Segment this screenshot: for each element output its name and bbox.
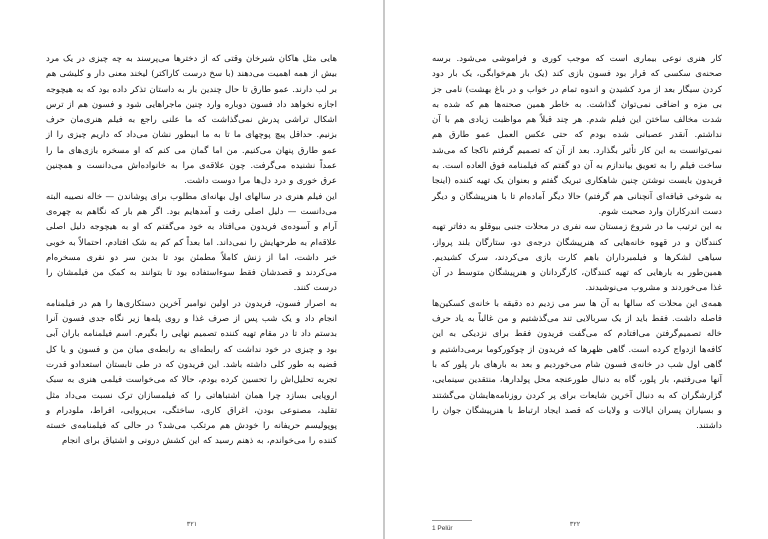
paragraph: به اصرار فسون، فریدون در اولین نوامبر آخرین دستکاری‌ها را هم در فیلمنامه انجام داد و یک شب پس از صرف غذا و روی پله‌ها زیر نگاه جدی فسون آنرا بدستم داد تا در مقام تهیه کننده تصمیم نهایی را بگیرم. اسم فیلمنامه باران آبی بود و چیزی در خود نداشت که رابطه‌ای به رابطه‌ی میان من و فسون و یا کل قضیه به طور کلی داشته باشد. این فریدون که در طی تابستان استعدادو قدرت تجربه تحلیل‌اش را تحسین کرده بودم، حالا که می‌خواست فیلمی هنری به سبک اروپایی بسازد چرا همان اشتباهاتی را که فیلمسازان ترک نسبت می‌داد مثل تقلید، مصنوعی بودن، اغراق کاری، ساختگی، بی‌پروایی، افراط، ملودرام و پوپولیسم حریفانه را خودش هم مرتکب می‌شد؟ در حالی که فیلمنامه‌ی خسته کننده را می‌خواندم، به ذهنم رسید که این کشش درونی و اشتیاق برای انجام [46,298,337,447]
page-number: ۳۲۲ [569,520,581,528]
left-page [0,0,383,539]
paragraph: هایی مثل هاکان شیرخان وقتی که از دخترها می‌پرسند به چه چیزی در یک مرد بیش از همه اهمیت می‌دهند (با سخ درست کاراکتر) لیخند معنی دار و کلیشی هم بر لب دارند. عمو طارق تا حال چندین بار به داستان تذکر داده بود که به هیچوجه اجازه نخواهد داد فسون دوباره وارد چنین ماجراهایی شود و فسون هم از ترس اشکال تراشی پدرش نمی‌گذاشت که ما علنی راجع به فیلم هنری‌مان حرف بزنیم. حداقل پیچ پوچهای ما تا به ما ابیطور نشان می‌داد که داریم چیزی را از عمو طارق پنهان می‌کنیم. من اما گمان می کنم که او مسخره بازی‌های ما را عمداً نشنیده می‌گرفت. چون علاقه‌ی مرا به خانواده‌اش می‌دانست و همچنین عرق خوری و درد دل‌ها مرا دوست داشت. [46,54,337,187]
page-number: ۳۲۱ [186,520,198,528]
footnote-rule [432,520,472,521]
right-page [385,0,768,539]
paragraph: این فیلم هنری در سالهای اول بهانه‌ای مطلوب برای پوشاندن — خاله نصیبه البته می‌دانست — دلیل اصلی رفت و آمدهایم بود. اگر هم بار که نگاهم به چهره‌ی آرام و آسوده‌ی فریدون می‌افتاد به خود می‌گفتم که او به هیچوجه دلیل اصلی علاقه‌ام به طرحهایش را نمی‌داند. اما بعداً کم کم به شک افتادم، احتمالاً به خوبی خبر داشت، اما از زنش کاملاً مطمئن بود تا بدین سر دو نفری مسخره‌ام می‌کردند و قصدشان فقط سوءاستفاده بود تا بتوانند به کمک من فیلمشان را درست کنند. [46,191,337,294]
right-page-body [432,52,722,434]
left-page-body [46,52,337,450]
footnote: 1 Pelür [432,525,453,532]
paragraph: به این ترتیب ما در شروع زمستان سه نفری در محلات جنبی بیوقلو به دفاتر تهیه کنندگان و در قهوه خانه‌هایی که هنرپیشگان درجه‌ی دو، ستارگان بلند پرواز، سیاهی لشکرها و فیلمبرداران باهم کارت بازی می‌کردند، سرک کشیدیم. همین‌طور به بارهایی که تهیه کنندگان، کارگردانان و هنرپیشگان متوسط در آن غذا می‌خوردند و مشروب می‌نوشیدند. [432,222,722,294]
paragraph: کار هنری نوعی بیماری است که موجب کوری و فراموشی می‌شود. برسه صحنه‌ی سکسی که قرار بود فسون بازی کند (یک بار هم‌خوابگی، یک بار دود کردن سیگار بعد از مرد کشیدن و اندوه تمام در خواب و در باغ بهشت) نامی جز بی مزه و اضافی نمی‌توان گذاشت. به خاطر همین صحنه‌ها هم که شده به شدت مخالف ساختن این فیلم شدم. هر چند قبلاً هم مواظبت زیادی هم با آن نداشتم. آنقدر عصبانی شده بودم که حتی عکس العمل عمو طارق هم نمی‌توانست به این کار تأثیر بگذارد. بعد از آن که تصمیم گرفتم نا‌کجا که می‌شد ساخت فیلم را به تعویق بیاندازم به آن دو گفتم که فیلمنامه فوق العاده است. به فریدون بایست نوشتن چنین شاهکاری تبریک گفتم و بعنوان یک تهیه کننده (اینجا به شوخی قیافه‌ای آنچنانی هم گرفتم) حالا دیگر آماده‌ام تا با هنرپیشگان و دیگر دست اندرکاران وارد صحبت شوم. [432,54,722,217]
paragraph: همه‌ی این محلات که سالها به آن ها سر می زدیم ده دقیقه با خانه‌ی کسکین‌ها فاصله داشت. فقط باید از یک سربالایی تند می‌گذشتیم و من غالباً به یاد حرف خاله تصمیم‌گرفتن می‌افتادم که می‌گفت فریدون فقط برای نزدیکی به این کافه‌ها ازدواج کرده است. گاهی ظهرها که فریدون از چوکورکوما برمی‌داشتیم و گاهی اول شب در خانه‌ی فسون شام می‌خوردیم و بعد به بارهای بار پلور که با آنها می‌رفتیم، بار پلور، گاه به دنبال طورعنجه محل پولدارها، منتقدین سینمایی، گزارشگران که به دنبال آخرین شایعات برای پر کردن روزنامه‌هایشان می‌گشتند و بسیاران پسران ایالات و ولایات که قصد ایجاد ارتباط با هنرپیشگان جوان را داشتند. [432,298,722,432]
